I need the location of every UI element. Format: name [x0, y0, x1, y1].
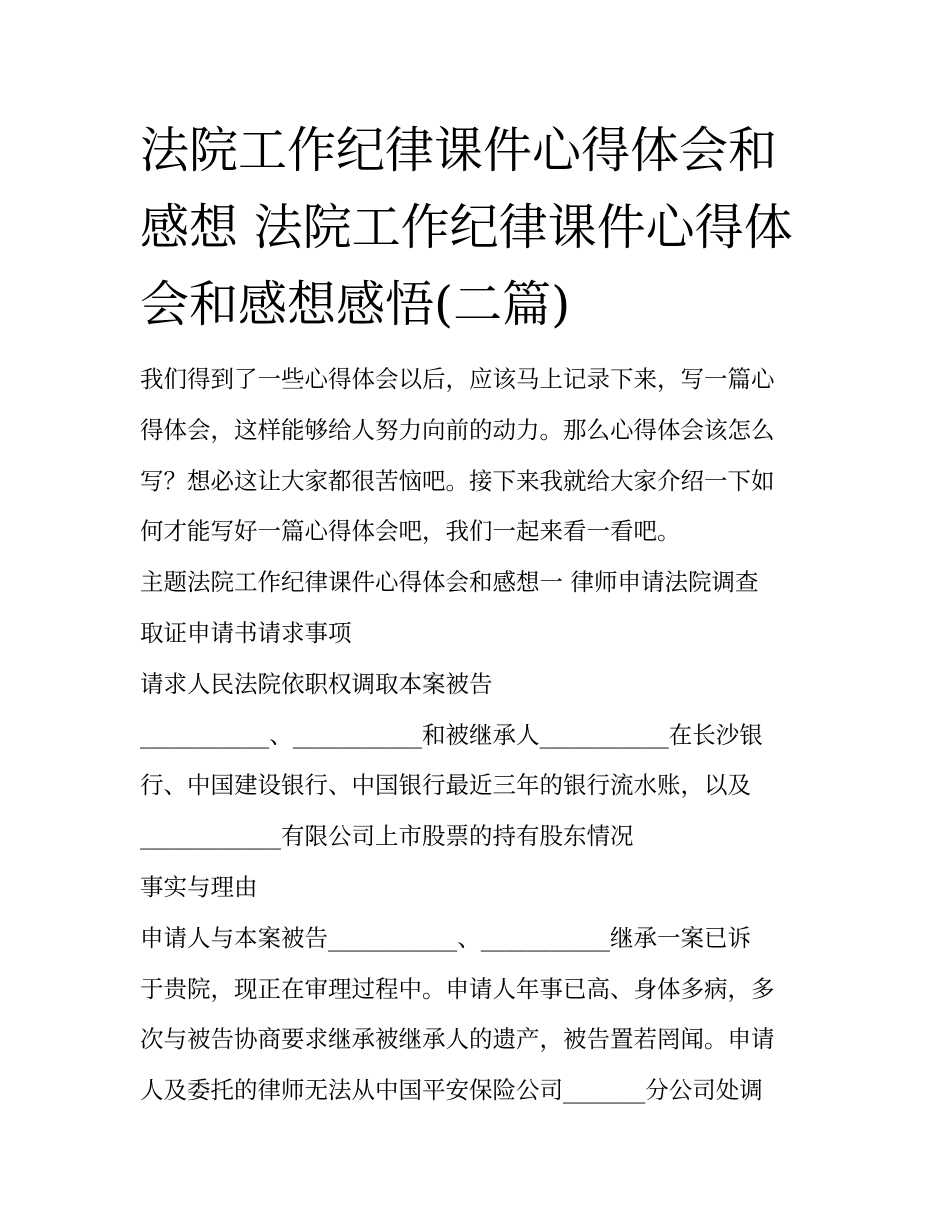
- document-title: [140, 112, 820, 343]
- body-line: ___________、___________和被继承人___________在长沙银: [140, 720, 763, 749]
- body-line: 取证申请书请求事项: [140, 618, 352, 647]
- body-line: 申请人与本案被告___________、___________继承一案已诉: [140, 923, 751, 952]
- body-line: ____________有限公司上市股票的持有股东情况: [140, 822, 634, 851]
- body-line: 人及委托的律师无法从中国平安保险公司_______分公司处调: [140, 1076, 763, 1105]
- body-line: 写？想必这让大家都很苦恼吧。接下来我就给大家介绍一下如: [140, 466, 775, 495]
- body-line: 得体会，这样能够给人努力向前的动力。那么心得体会该怎么: [140, 415, 775, 444]
- title-line: 感想 法院工作纪律课件心得体: [140, 199, 793, 256]
- body-line: 何才能写好一篇心得体会吧，我们一起来看一看吧。: [140, 517, 681, 546]
- body-line: 请求人民法院依职权调取本案被告: [140, 669, 493, 698]
- body-line: 我们得到了一些心得体会以后，应该马上记录下来，写一篇心: [140, 365, 775, 393]
- section-heading: 事实与理由: [140, 872, 258, 901]
- title-line: 法院工作纪律课件心得体会和: [140, 122, 778, 179]
- body-line: 次与被告协商要求继承被继承人的遗产，被告置若罔闻。申请: [140, 1025, 775, 1054]
- document-body: [140, 354, 820, 1116]
- title-line: 会和感想感悟(二篇): [140, 276, 571, 333]
- body-line: 主题法院工作纪律课件心得体会和感想一 律师申请法院调查: [140, 568, 759, 597]
- body-line: 于贵院，现正在审理过程中。申请人年事已高、身体多病，多: [140, 974, 775, 1003]
- body-line: 行、中国建设银行、中国银行最近三年的银行流水账，以及: [140, 771, 751, 800]
